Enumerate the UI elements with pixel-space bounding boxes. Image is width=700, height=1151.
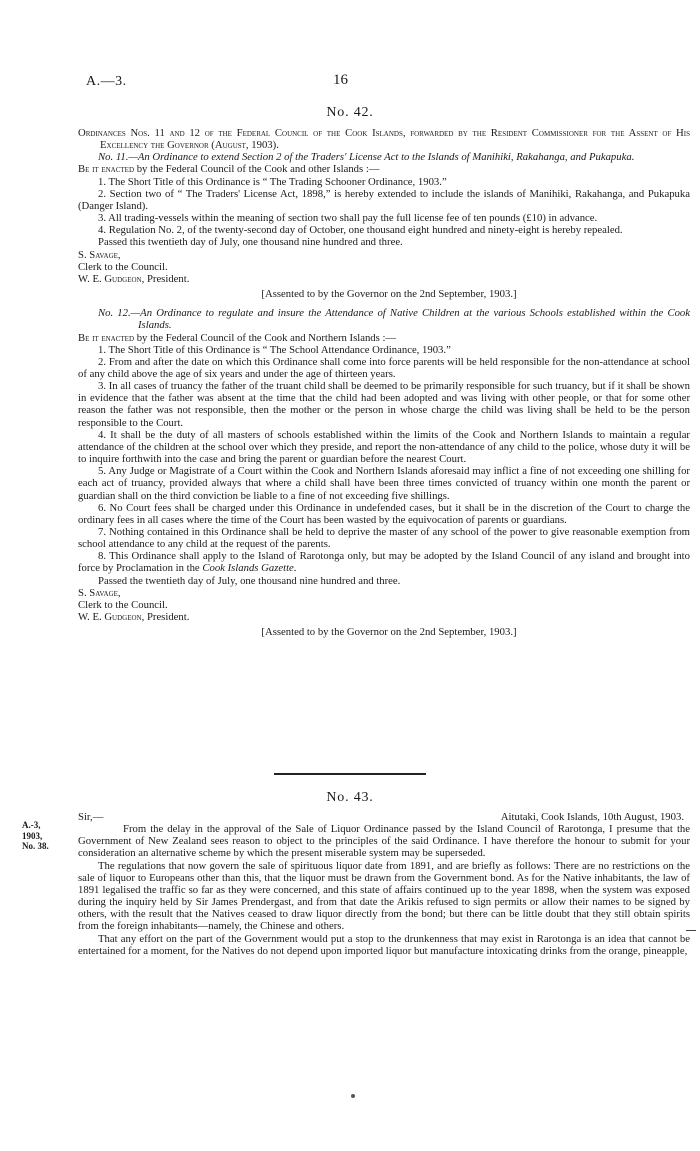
ordinance-12-title: No. 12.—An Ordinance to regulate and insure the Attendance of Native Children at the various Schools established within the Cook Islands. xyxy=(98,307,690,332)
enacting-rest: by the Federal Council of the Cook and Northern Islands :— xyxy=(134,331,397,344)
ordinance-11-title: No. 11.—An Ordinance to extend Section 2 of the Traders' License Act to the Islands of Manihiki, Rakahanga, and Pukapuka. xyxy=(98,151,635,164)
dateline: Aitutaki, Cook Islands, 10th August, 1903. xyxy=(500,811,684,823)
document-43-body xyxy=(78,811,690,957)
president-role: President. xyxy=(144,272,190,285)
ordinance-12-clause-1: 1. The Short Title of this Ordinance is “ The School Attendance Ordinance, 1903.” xyxy=(98,343,451,356)
page-number: 16 xyxy=(333,72,348,88)
clause-8-end: . xyxy=(293,562,297,575)
ordinance-11-clause-2: 2. Section two of “ The Traders' License Act, 1898,” is hereby extended to include the islands of Manihiki, Rakahanga, and Pukapuka (Danger Island). xyxy=(78,187,690,212)
margin-reference-line: 1903, xyxy=(22,830,43,841)
ordinance-12-clause-4: 4. It shall be the duty of all masters of schools established within the limits of the Cook and Northern Islands to maintain a regular attendance of the children at the school over which they preside, and report the non-attendance of any child to the police, whose duty it will be to inquire forthwith into the case and bring the parent or guardian before the nearest Court. xyxy=(78,428,690,466)
page-dot-mark xyxy=(351,1094,355,1098)
document-number-42: No. 42. xyxy=(326,105,374,120)
ordinance-11-clause-1: 1. The Short Title of this Ordinance is “ The Trading Schooner Ordinance, 1903.” xyxy=(98,175,447,188)
ordinance-12-enacting-clause xyxy=(78,332,690,344)
ordinance-12-clause-3: 3. In all cases of truancy the father of the truant child shall be deemed to be primarily responsible for such truancy, but if it shall be shown in evidence that the father was absent at the time that the child had been adopted and was living with other people, or that for some other reason the father was not responsible, then the mother or the person in whose charge the child was living shall be held to be the person responsible to the Court. xyxy=(78,380,690,429)
ordinance-12-clause-8 xyxy=(78,550,690,574)
ordinance-11-passed: Passed this twentieth day of July, one thousand nine hundred and three. xyxy=(98,236,403,249)
clause-8-text: 8. This Ordinance shall apply to the Island of Rarotonga only, but may be adopted by the Island Council of any island and brought into force by Proclamation in the xyxy=(78,550,690,575)
ordinance-11-assent: [Assented to by the Governor on the 2nd September, 1903.] xyxy=(261,288,517,301)
margin-reference xyxy=(22,820,72,852)
ordinance-12-clause-5: 5. Any Judge or Magistrate of a Court within the Cook and Northern Islands aforesaid may inflict a fine of not exceeding one shilling for each act of truancy, provided always that where a child shall have been three times convicted of truancy within one month the parent or guardian shall on the third conviction be liable to a fine of not exceeding five shillings. xyxy=(78,465,690,502)
ordinance-11-clause-4: 4. Regulation No. 2, of the twenty-second day of October, one thousand eight hundred and ninety-eight is hereby repealed. xyxy=(98,224,623,237)
enacting-words: Be it enacted xyxy=(78,163,135,176)
document-42-body xyxy=(78,127,690,638)
president-name: W. E. Gudgeon, xyxy=(78,611,145,624)
ordinance-12-assent: [Assented to by the Governor on the 2nd September, 1903.] xyxy=(261,626,517,639)
salutation: Sir,— xyxy=(78,811,104,823)
margin-reference-line: A.-3, xyxy=(22,820,41,830)
ordinance-11-signature-president xyxy=(78,273,690,285)
clause-8-gazette: Cook Islands Gazette xyxy=(202,562,294,575)
president-role: President. xyxy=(144,611,190,624)
ordinance-11-clause-3: 3. All trading-vessels within the meaning of section two shall pay the full license fee of ten pounds (£10) in advance. xyxy=(98,212,598,225)
document-number-43: No. 43. xyxy=(326,790,374,805)
running-head-section: A.—3. xyxy=(86,74,127,89)
margin-tick-mark xyxy=(686,930,696,931)
letter-paragraph-1: From the delay in the approval of the Sale of Liquor Ordinance passed by the Island Council of Rarotonga, I presume that the Government of New Zealand sees reason to object to the principles of the said Ordinance. I have therefore the honour to submit for your consideration an alternative scheme by which the present miserable system may be superseded. xyxy=(78,823,690,860)
ordinance-12-signature-president xyxy=(78,611,690,623)
letter-paragraph-2: The regulations that now govern the sale of spirituous liquor date from 1891, and are briefly as follows: There are no restrictions on the sale of liquor to Europeans other than this, that the liquor must be drawn from the Government bond. As for the Native inhabitants, the law of 1891 legalised the traffic so far as they were concerned, and this state of affairs continued up to the year 1898, when the system was exposed during the inquiry held by Sir James Prendergast, and from that date the Arikis refused to sign permits or allow their names to be signed by others, with the result that the Natives ceased to draw liquor directly from the bond; but there can be little doubt that they still obtain spirits from the foreign inhabitants—namely, the Chinese and others. xyxy=(78,859,690,933)
ordinance-12-signature-clerk: S. Savage, xyxy=(78,586,121,599)
ordinance-12-clause-7: 7. Nothing contained in this Ordinance shall be held to deprive the master of any school of the power to give reasonable exemption from school attendance to any child at the request of the parents. xyxy=(78,526,690,551)
section-divider xyxy=(274,773,426,775)
ordinance-12-clause-2: 2. From and after the date on which this Ordinance shall come into force parents will be held responsible for the non-attendance at school of any child above the age of six years and under the age of thirteen years. xyxy=(78,355,690,380)
document-42-caption: Ordinances Nos. 11 and 12 of the Federal Council of the Cook Islands, forwarded by the Resident Commissioner for the Assent of His Excellency the Governor (August, 1903). xyxy=(78,127,690,152)
ordinance-11-enacting-clause xyxy=(78,163,690,175)
margin-reference-line: No. 38. xyxy=(22,841,49,851)
enacting-rest: by the Federal Council of the Cook and other Islands :— xyxy=(134,163,380,176)
president-name: W. E. Gudgeon, xyxy=(78,272,145,285)
enacting-words: Be it enacted xyxy=(78,331,135,344)
ordinance-11-clerk-role: Clerk to the Council. xyxy=(78,260,168,273)
ordinance-12-passed: Passed the twentieth day of July, one thousand nine hundred and three. xyxy=(98,574,401,587)
letter-paragraph-3: That any effort on the part of the Government would put a stop to the drunkenness that may exist in Rarotonga is an idea that cannot be entertained for a moment, for the Natives do not depend upon imported liquor but manufacture intoxicating drinks from the orange, pineapple, xyxy=(78,932,690,957)
ordinance-11-signature-clerk: S. Savage, xyxy=(78,248,121,261)
ordinance-12-clause-6: 6. No Court fees shall be charged under this Ordinance in undefended cases, but it shall be in the discretion of the Court to charge the ordinary fees in all cases where the time of the Court has been wasted by the equivocation of parents or guardians. xyxy=(78,501,690,526)
ordinance-12-clerk-role: Clerk to the Council. xyxy=(78,598,168,611)
letter-header xyxy=(78,811,690,823)
